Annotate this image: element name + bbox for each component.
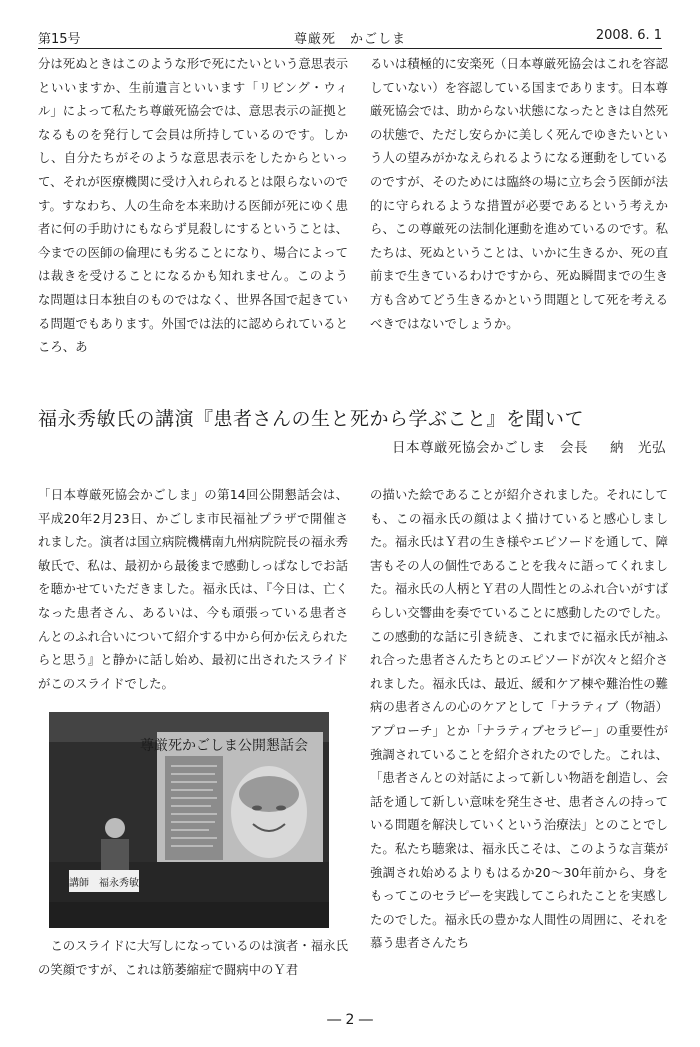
lectern-sign-text: 講師 福永秀敏 [69, 878, 139, 889]
article-right-column [370, 483, 668, 955]
lecture-photo [49, 712, 329, 928]
article-byline [392, 436, 666, 456]
page-number: ― 2 ― [327, 1012, 373, 1028]
issue-number: 第15号 [38, 32, 81, 47]
article-title: 福永秀敏氏の講演『患者さんの生と死から学ぶこと』を聞いて [38, 408, 585, 430]
body-paragraph: るいは積極的に安楽死（日本尊厳死協会はこれを容認していない）を容認している国まであります。日本尊厳死協会では、助からない状態になったときは自然死の状態で、ただし安らかに美しく死んでゆきたいという人の望みがかなえられるようになる運動をしているのですが、そのためには臨終の場に立ち会う医師が法的に守られるような措置が必要であるという考えから、この尊厳死の法制化運動を進めているのです。私たちは、死ぬということは、いかに生きるか、死の直前まで生きているわけですから、死ぬ瞬間までの生き方も含めてどう生きるかという問題として死を考えるべきではないでしょうか。 [370, 56, 668, 331]
top-right-column [370, 52, 668, 335]
page-header [38, 26, 662, 49]
issue-date: 2008. 6. 1 [595, 28, 662, 43]
article-left-column [38, 483, 348, 695]
newsletter-title: 尊厳死 かごしま [293, 32, 406, 47]
body-paragraph: 分は死ぬときはこのような形で死にたいという意思表示といいますか、生前遺言といいます「リビング・ウィル」によって私たち尊厳死協会では、意思表示の証拠となるものを発行して会員は所持しているのです。しかし、自分たちがそのような意思表示をしたからといって、それが医療機関に受け入れられるとは限らないのです。すなわち、人の生命を本来助ける医師が死にゆく患者に何の手助けにもならず見殺しにするということは、今までの医師の倫理にも劣ることになり、場合によっては裁きを受けることになるかも知れません。このような問題は日本独自のものではなく、世界各国で起きている問題でもあります。外国では法的に認められているところ、あ [38, 56, 348, 355]
photo-banner-text: 尊厳死かごしま公開懇話会 [140, 738, 308, 754]
caption-text: このスライドに大写しになっているのは演者・福永氏の笑顔ですが、これは筋萎縮症で闘病中のＹ君 [38, 938, 348, 977]
body-paragraph: の描いた絵であることが紹介されました。それにしても、この福永氏の顔はよく描けていると感心しました。福永氏はＹ君の生き様やエピソードを通して、障害もその人の個性であることを我々に語ってくれました。福永氏の人柄とＹ君の人間性とのふれ合いがすばらしい交響曲を奏でていることに感動したのでした。この感動的な話に引き続き、これまでに福永氏が袖ふれ合った患者さんたちとのエピソードが次々と紹介されました。福永氏は、最近、緩和ケア棟や難治性の難病の患者さんの心のケアとして「ナラティブ（物語）アプローチ」とか「ナラティブセラピー」の重要性が強調されていることを紹介されたのでした。これは、「患者さんとの対話によって新しい物語を創造し、会話を通して新しい意味を発生させ、患者さんの持っている問題を解決していくという治療法」とのことでした。私たち聴衆は、福永氏こそは、このような言葉が強調され始めるよりもはるか20〜30年前から、身をもってこのセラピーを実践してこられたことを実感したのでした。福永氏の豊かな人間性の周囲に、それを慕う患者さんたち [370, 487, 668, 951]
top-left-column [38, 52, 348, 359]
photo-caption [38, 934, 348, 981]
body-paragraph: 「日本尊厳死協会かごしま」の第14回公開懇話会は、平成20年2月23日、かごしま市民福祉プラザで開催されました。演者は国立病院機構南九州病院院長の福永秀敏氏で、私は、最初から最後まで感動しっぱなしでお話を聴かせていただきました。福永氏は、『今日は、亡くなった患者さん、あるいは、今も頑張っている患者さんとのふれ合いについて紹介する中から何か伝えられたらと思う』と静かに話し始め、最初に出されたスライドがこのスライドでした。 [38, 487, 348, 691]
byline-author: 納 光弘 [610, 440, 666, 456]
byline-organization: 日本尊厳死協会かごしま 会長 [392, 440, 588, 456]
